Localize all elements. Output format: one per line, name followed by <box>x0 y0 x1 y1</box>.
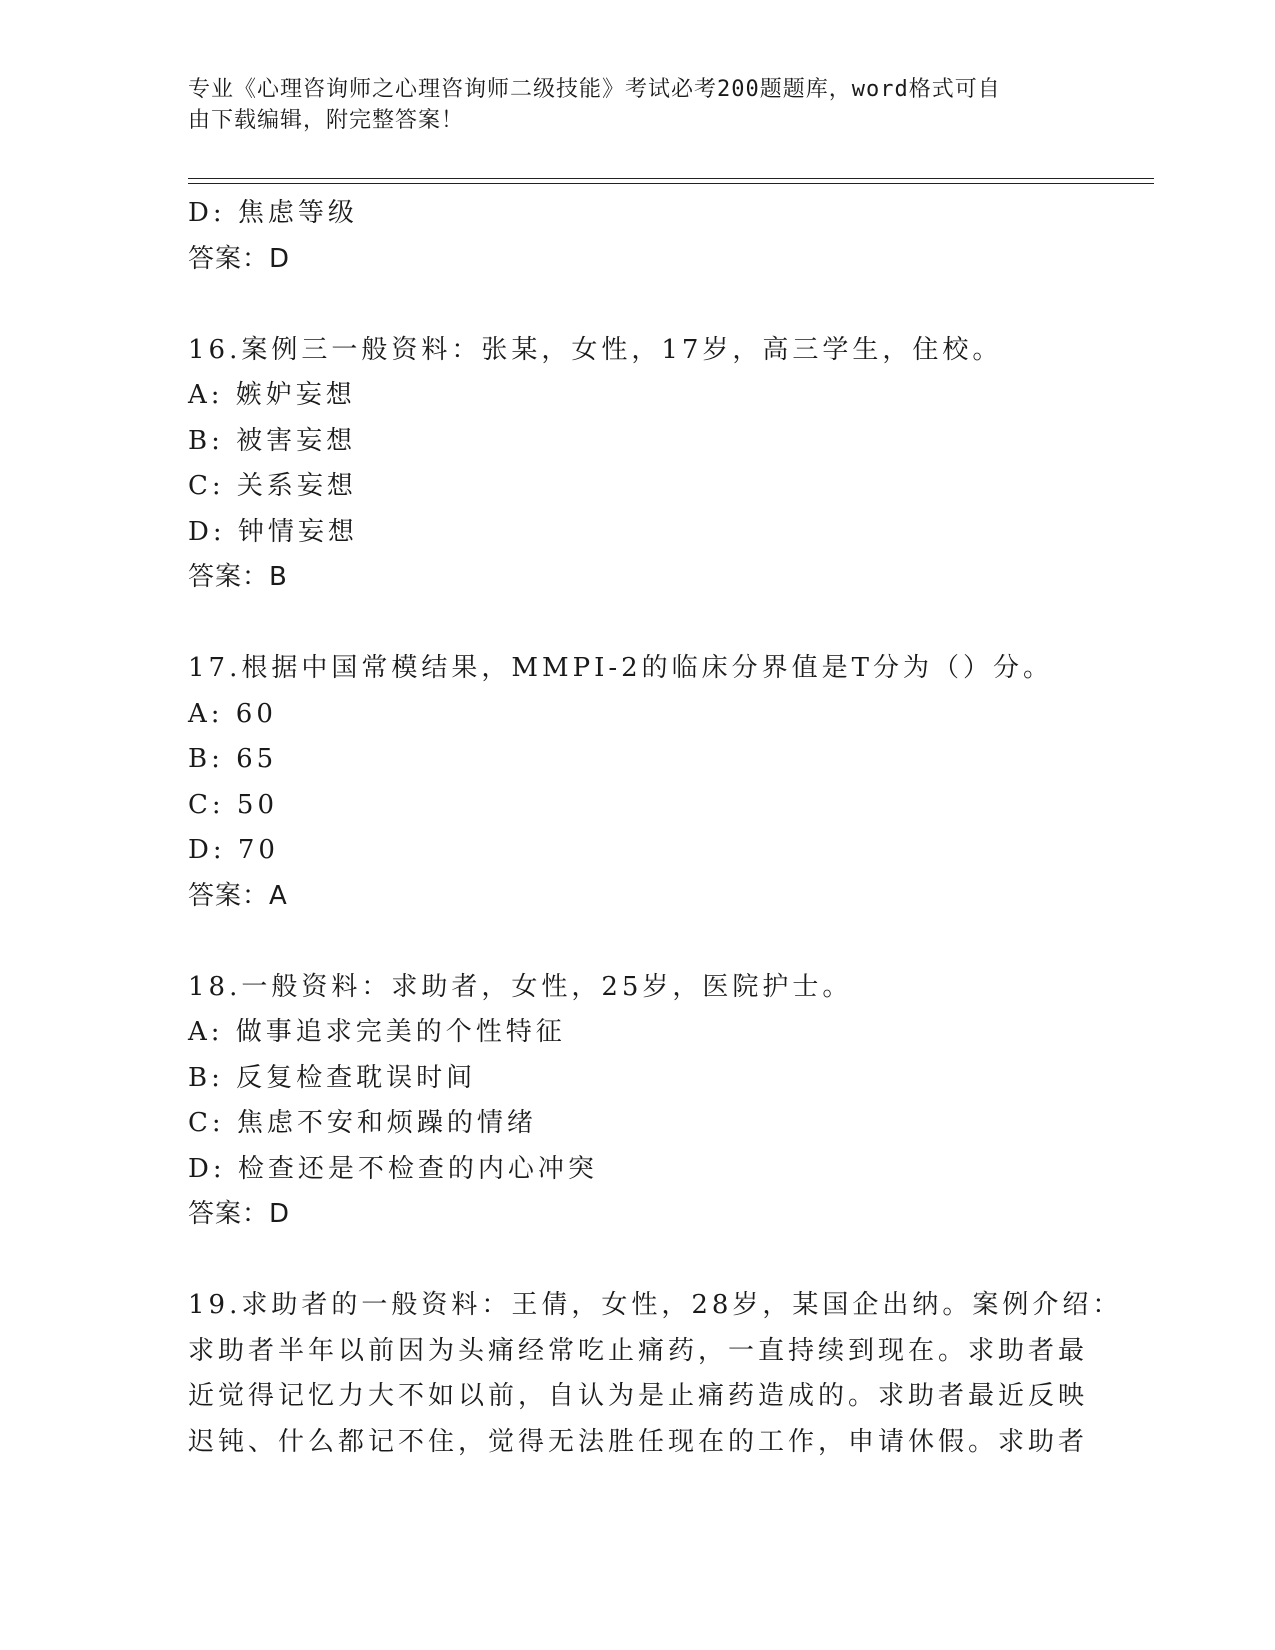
question-option-b: B: 反复检查耽误时间 <box>188 1062 477 1093</box>
spacer <box>188 1238 1088 1284</box>
question-stem: 17.根据中国常模结果，MMPI-2的临床分界值是T分为（）分。 <box>188 653 1054 683</box>
header-divider-top <box>188 178 1154 179</box>
header-line-2: 由下载编辑，附完整答案！ <box>188 108 465 133</box>
question-option-d: D: 钟情妄想 <box>188 516 358 547</box>
spacer <box>188 919 1088 965</box>
question-option-b: B: 65 <box>188 744 278 774</box>
question-answer: 答案：B <box>188 562 288 592</box>
spacer <box>188 601 1088 647</box>
question-stem: 16.案例三一般资料：张某，女性，17岁，高三学生，住校。 <box>188 334 1003 365</box>
prev-question-answer: 答案：D <box>188 243 291 274</box>
question-answer: 答案：D <box>188 1199 291 1229</box>
question-text-line: 近觉得记忆力大不如以前，自认为是止痛药造成的。求助者最近反映 <box>188 1381 1089 1411</box>
question-18 <box>188 965 1088 1238</box>
question-option-b: B: 被害妄想 <box>188 425 357 456</box>
question-19 <box>188 1283 1123 1465</box>
question-option-c: C: 关系妄想 <box>188 471 357 501</box>
question-stem: 18.一般资料：求助者，女性，25岁，医院护士。 <box>188 971 853 1002</box>
document-header <box>188 74 1088 136</box>
question-option-c: C: 50 <box>188 789 279 820</box>
prev-question-option-d: D: 焦虑等级 <box>188 198 358 228</box>
question-answer: 答案：A <box>188 880 288 911</box>
question-option-d: D: 70 <box>188 835 279 865</box>
spacer <box>188 282 1088 328</box>
question-option-a: A: 60 <box>188 698 277 729</box>
header-divider-bottom <box>188 183 1154 184</box>
question-option-c: C: 焦虑不安和烦躁的情绪 <box>188 1108 537 1138</box>
question-option-d: D: 检查还是不检查的内心冲突 <box>188 1153 598 1184</box>
question-17 <box>188 646 1088 919</box>
question-option-a: A: 做事追求完美的个性特征 <box>188 1017 566 1047</box>
question-text-line: 19.求助者的一般资料：王倩，女性，28岁，某国企出纳。案例介绍： <box>188 1290 1123 1320</box>
question-text-line: 求助者半年以前因为头痛经常吃止痛药，一直持续到现在。求助者最 <box>188 1335 1089 1366</box>
document-body <box>188 191 1123 1465</box>
question-16 <box>188 328 1088 601</box>
header-line-1: 专业《心理咨询师之心理咨询师二级技能》考试必考200题题库，word格式可自 <box>188 77 1001 102</box>
question-text-line: 迟钝、什么都记不住，觉得无法胜任现在的工作，申请休假。求助者 <box>188 1426 1089 1457</box>
question-option-a: A: 嫉妒妄想 <box>188 380 356 410</box>
